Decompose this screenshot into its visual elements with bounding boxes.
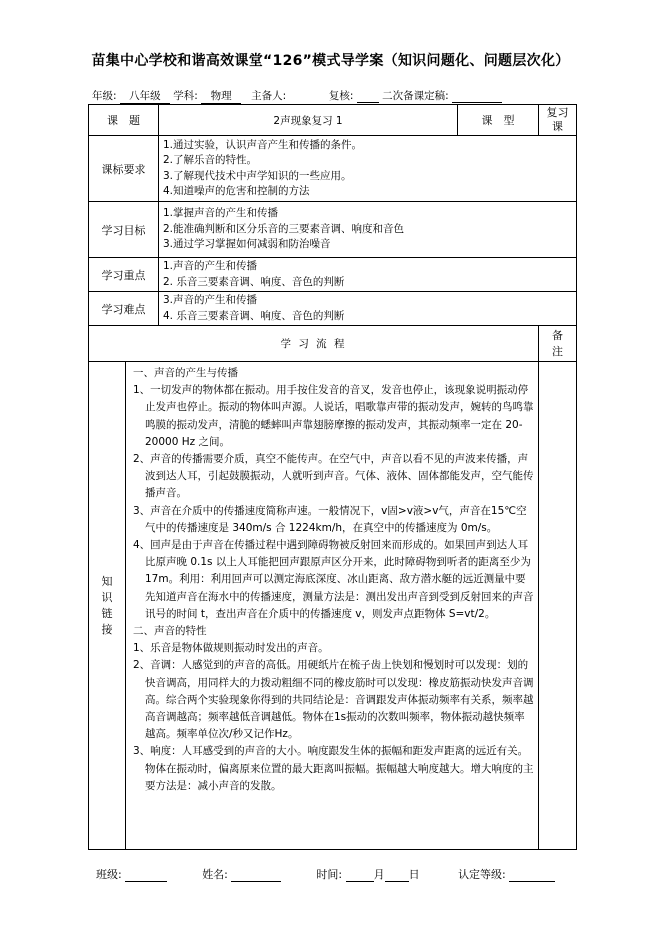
second-prep-blank <box>452 90 502 103</box>
list-item: 1.通过实验，认识声音产生和传播的条件。 <box>163 138 363 151</box>
paragraph: 1、一切发声的物体都在振动。用手按住发音的音叉，发音也停止，该现象说明振动停止发声也停止。振动的物体叫声源。人说话，唱歌靠声带的振动发声，婉转的鸟鸣靠鸣膜的振动发声，清脆的蟋蟀叫声靠翅膀摩擦的振动发声，其振动频率一定在 20-20000 Hz 之间。 <box>133 384 534 448</box>
key-label: 学习重点 <box>89 258 159 292</box>
paragraph: 3、响度：人耳感受到的声音的大小。响度跟发生体的振幅和距发声距离的远近有关。物体在振动时，偏离原来位置的最大距离叫振幅。振幅越大响度越大。增大响度的主要方法是：减小声音的发散。 <box>133 745 534 792</box>
standard-list <box>159 136 577 202</box>
grade-label: 年级: <box>92 90 117 102</box>
link-label: 知识链接 <box>89 362 126 850</box>
note-column <box>539 362 577 850</box>
header-info-line <box>92 88 502 104</box>
difficult-list <box>159 292 577 326</box>
page-title: 苗集中心学校和谐高效课堂“126”模式导学案（知识问题化、问题层次化） <box>91 53 570 69</box>
list-item: 2. 乐音三要素音调、响度、音色的判断 <box>163 275 345 288</box>
preparer-label: 主备人: <box>251 90 287 102</box>
topic-label: 课 题 <box>89 105 159 136</box>
standard-label: 课标要求 <box>89 136 159 202</box>
topic-value: 2声现象复习 1 <box>159 105 458 136</box>
month-label: 月 <box>373 868 385 881</box>
list-item: 3.通过学习掌握如何减弱和防治噪音 <box>163 238 331 251</box>
note-label: 备注 <box>539 326 577 362</box>
paragraph: 2、音调：人感觉到的声音的高低。用硬纸片在梳子齿上快划和慢划时可以发现：划的快音调高，用同样大的力拨动粗细不同的橡皮筋时可以发现：橡皮筋振动快发声音调高。综合两个实验现象你得到的共同结论是：音调跟发声体振动频率有关系，频率越高音调越高；频率越低音调越低。物体在1s振动的次数叫频率，物体振动越快频率越高。频率单位次/秒又记作Hz。 <box>133 659 534 741</box>
goal-list <box>159 202 577 258</box>
list-item: 3.声音的产生和传播 <box>163 294 258 306</box>
section-heading: 一、声音的产生与传播 <box>133 367 238 379</box>
type-value: 复习课 <box>539 105 577 136</box>
level-label: 认定等级: <box>458 868 506 881</box>
name-blank <box>231 868 281 882</box>
type-label: 课 型 <box>458 105 539 136</box>
paragraph: 3、声音在介质中的传播速度简称声速。一般情况下，v固>v液>v气，声音在15℃空气中的传播速度是 340m/s 合 1224km/h，在真空中的传播速度为 0m/s。 <box>133 504 527 534</box>
subject-label: 学科: <box>173 90 198 102</box>
knowledge-content <box>126 362 539 850</box>
lesson-plan-table <box>88 104 577 850</box>
paragraph: 1、乐音是物体做规则振动时发出的声音。 <box>133 642 329 655</box>
footer <box>96 866 576 882</box>
month-blank <box>346 868 374 882</box>
class-blank <box>125 868 167 882</box>
list-item: 2.能准确判断和区分乐音的三要素音调、响度和音色 <box>163 222 405 235</box>
grade-value: 八年级 <box>120 88 170 104</box>
name-label: 姓名: <box>202 868 228 881</box>
difficult-label: 学习难点 <box>89 292 159 326</box>
section-heading: 二、声音的特性 <box>133 625 207 638</box>
subject-value: 物理 <box>201 88 241 104</box>
list-item: 1.掌握声音的产生和传播 <box>163 207 279 220</box>
day-blank <box>385 868 409 882</box>
second-prep-label: 二次备课定稿: <box>382 90 449 102</box>
day-label: 日 <box>408 868 420 881</box>
level-blank <box>509 868 555 882</box>
paragraph: 2、声音的传播需要介质，真空不能传声。在空气中，声音以看不见的声波来传播，声波到达人耳，引起鼓膜振动，人就听到声音。气体、液体、固体都能发声，空气能传播声音。 <box>133 453 534 500</box>
flow-label: 学 习 流 程 <box>89 326 539 362</box>
list-item: 1.声音的产生和传播 <box>163 260 258 272</box>
list-item: 3.了解现代技术中声学知识的一些应用。 <box>163 169 352 182</box>
goal-label: 学习目标 <box>89 202 159 258</box>
list-item: 2.了解乐音的特性。 <box>163 154 258 166</box>
reviewer-blank <box>357 90 379 103</box>
class-label: 班级: <box>96 868 122 881</box>
list-item: 4. 乐音三要素音调、响度、音色的判断 <box>163 309 345 322</box>
reviewer-label: 复核: <box>328 90 354 102</box>
key-list <box>159 258 577 292</box>
paragraph: 4、回声是由于声音在传播过程中遇到障碍物被反射回来而形成的。如果回声到达人耳比原声晚 0.1s 以上人耳能把回声跟原声区分开来，此时障碍物到听者的距离至少为 17m。利用：利用回声可以测定海底深度、冰山距离、敌方潜水艇的远近测量中要先知道声音在海水中的传播速度，测量方法是：测出发出声音到受到反射回来的声音讯号的时间 t，查出声音在介质中的传播速度 v，则发声点距物体 S=vt/2。 <box>133 539 534 620</box>
time-label: 时间: <box>316 868 343 881</box>
list-item: 4.知道噪声的危害和控制的方法 <box>163 185 310 197</box>
